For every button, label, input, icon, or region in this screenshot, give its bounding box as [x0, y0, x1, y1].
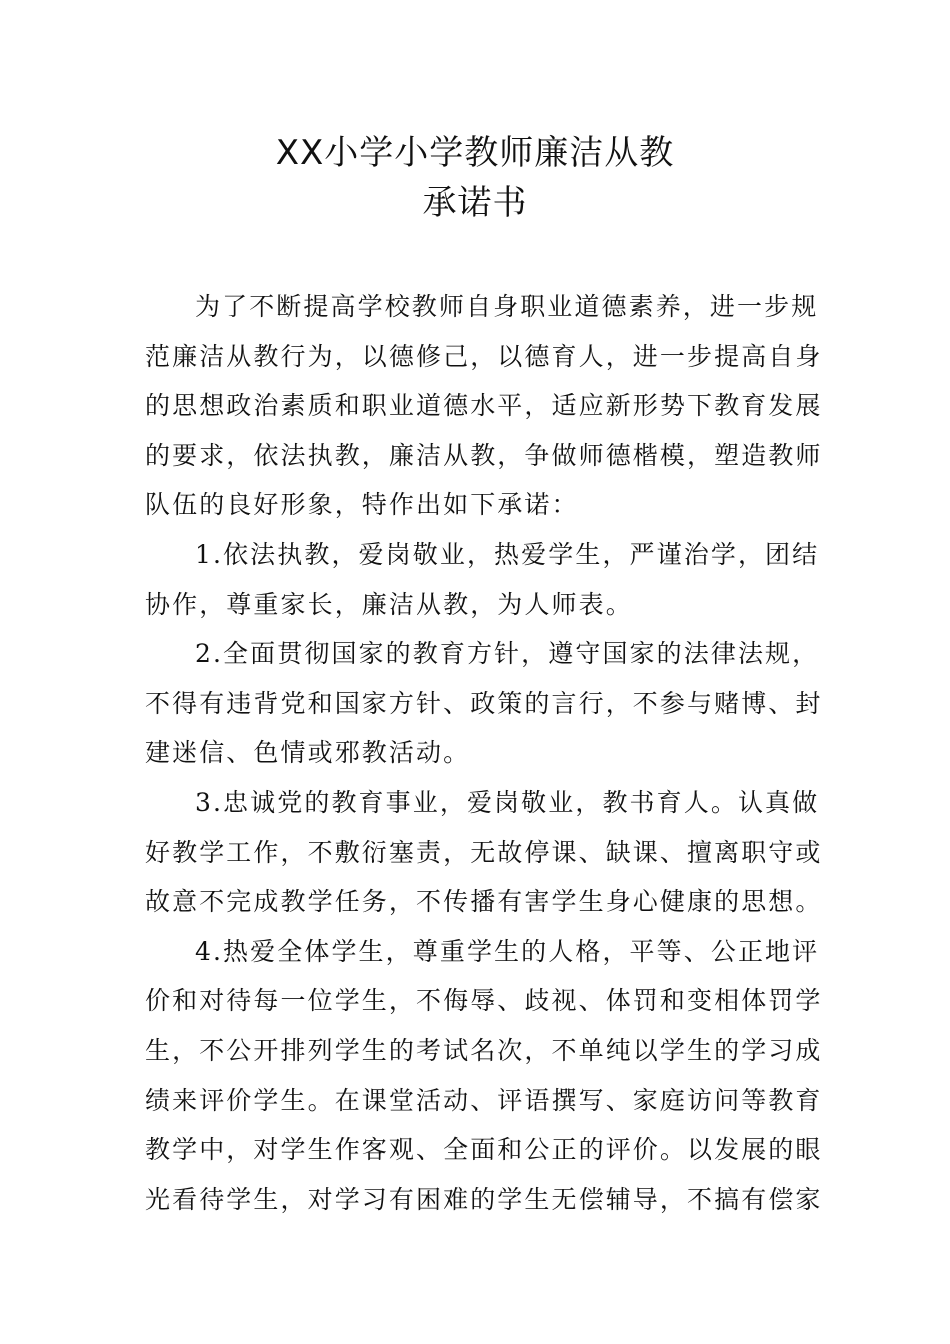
- body-line: 3.忠诚党的教育事业，爱岗敬业，教书育人。认真做: [195, 787, 820, 817]
- body-line: 1.依法执教，爱岗敬业，热爱学生，严谨治学，团结: [195, 539, 820, 569]
- body-line: 生，不公开排列学生的考试名次，不单纯以学生的学习成: [145, 1035, 823, 1065]
- body-line: 4.热爱全体学生，尊重学生的人格，平等、公正地评: [195, 936, 820, 966]
- body-line: 协作，尊重家长，廉洁从教，为人师表。: [145, 589, 633, 619]
- body-line: 不得有违背党和国家方针、政策的言行，不参与赌博、封: [145, 688, 823, 718]
- body-line: 的要求，依法执教，廉洁从教，争做师德楷模，塑造教师: [145, 440, 823, 470]
- body-line: 的思想政治素质和职业道德水平，适应新形势下教育发展: [145, 391, 823, 421]
- body-line: 范廉洁从教行为，以德修己，以德育人，进一步提高自身: [145, 341, 823, 371]
- document-body: [145, 282, 823, 1224]
- body-line: 教学中，对学生作客观、全面和公正的评价。以发展的眼: [145, 1135, 823, 1165]
- body-line: 队伍的良好形象，特作出如下承诺：: [145, 490, 579, 520]
- body-line: 2.全面贯彻国家的教育方针，遵守国家的法律法规，: [195, 639, 820, 669]
- body-line: 好教学工作，不敷衍塞责，无故停课、缺课、擅离职守或: [145, 837, 823, 867]
- body-line: 为了不断提高学校教师自身职业道德素养，进一步规: [195, 292, 819, 321]
- document-title: [145, 128, 805, 228]
- body-line: 建迷信、色情或邪教活动。: [145, 738, 471, 768]
- body-line: 故意不完成教学任务，不传播有害学生身心健康的思想。: [145, 887, 823, 917]
- title-line-2: 承诺书: [422, 183, 528, 223]
- title-line-1: XX小学小学教师廉洁从教: [275, 133, 675, 173]
- body-line: 价和对待每一位学生，不侮辱、歧视、体罚和变相体罚学: [145, 986, 823, 1016]
- body-line: 绩来评价学生。在课堂活动、评语撰写、家庭访问等教育: [145, 1085, 823, 1115]
- body-line: 光看待学生，对学习有困难的学生无偿辅导，不搞有偿家: [145, 1184, 823, 1214]
